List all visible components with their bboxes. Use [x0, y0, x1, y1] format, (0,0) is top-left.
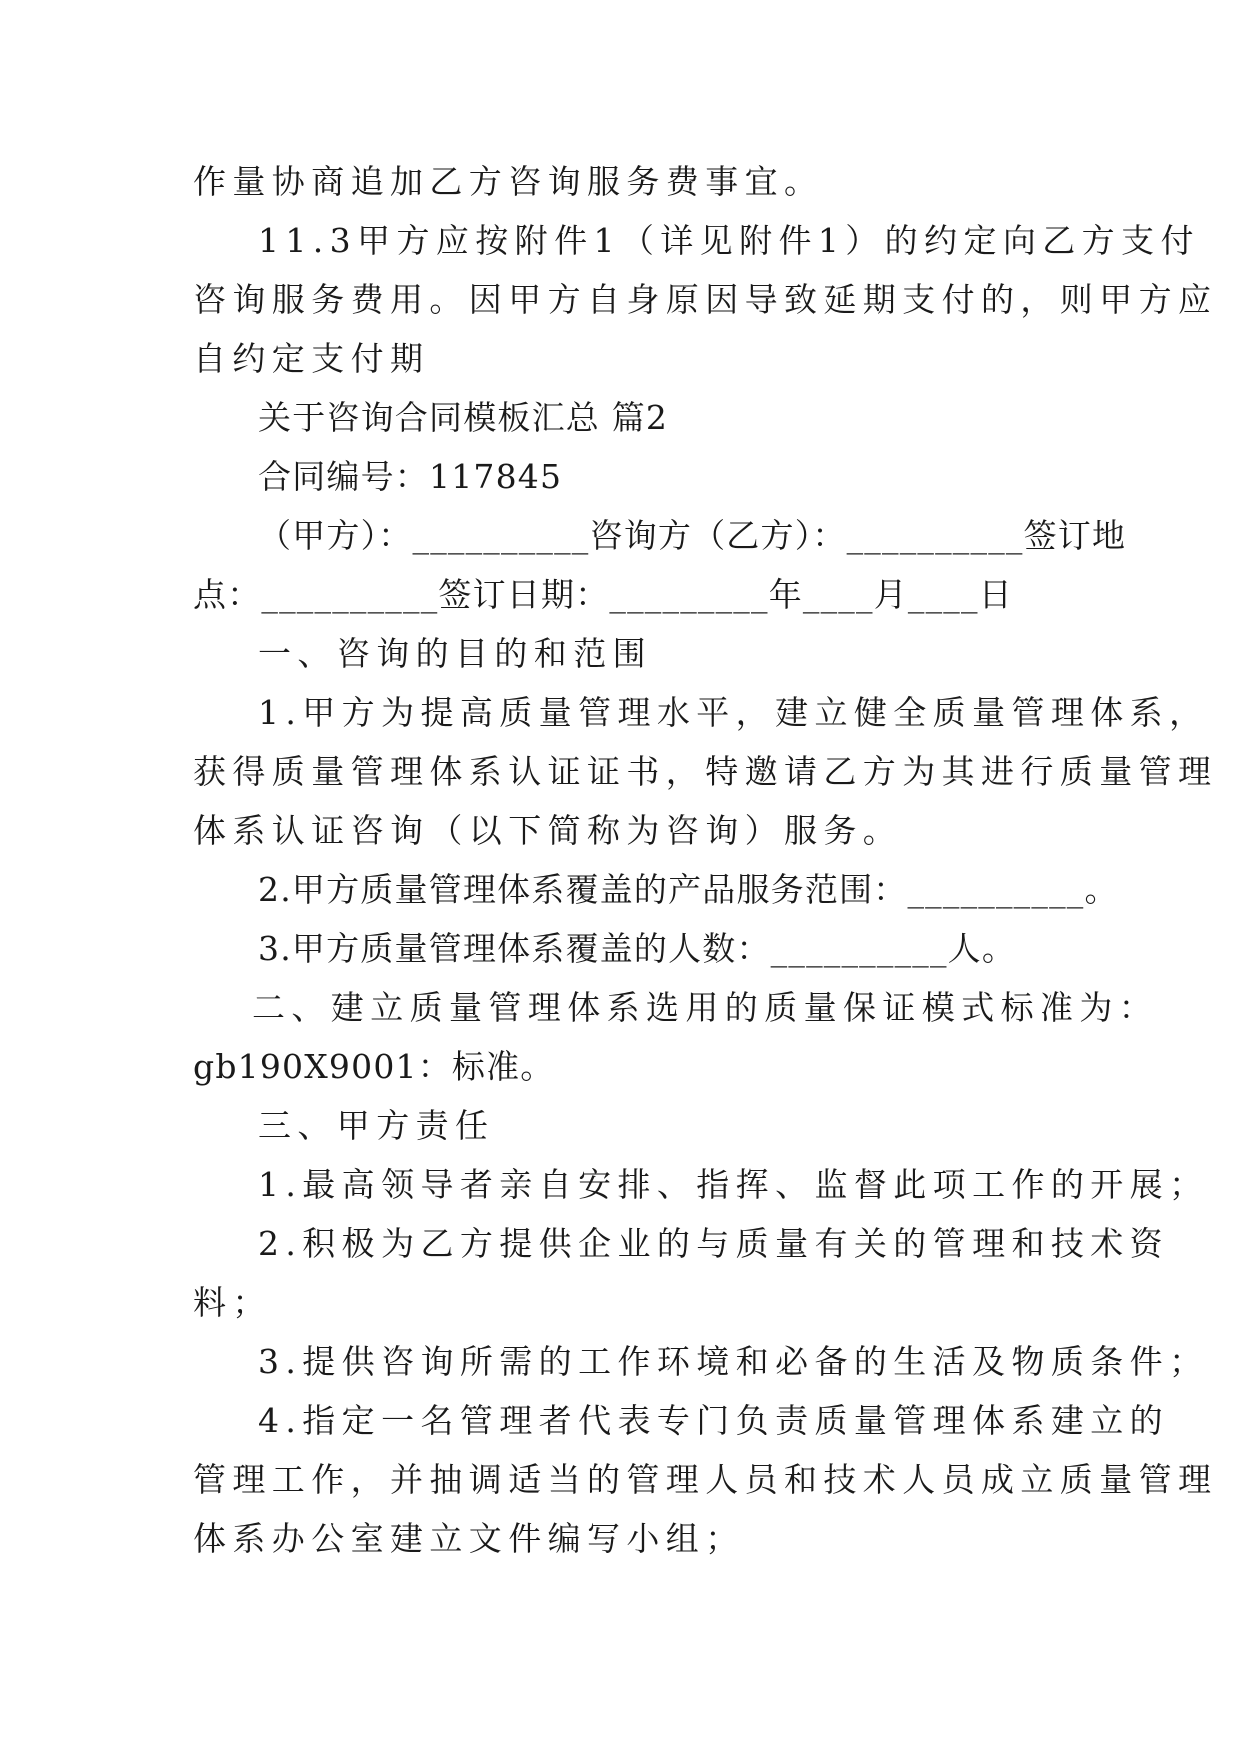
- text-line: 获得质量管理体系认证证书，特邀请乙方为其进行质量管理: [193, 752, 1218, 791]
- text-line: （甲方）：__________咨询方（乙方）：__________签订地: [258, 516, 1127, 555]
- text-line: 管理工作，并抽调适当的管理人员和技术人员成立质量管理: [193, 1460, 1218, 1499]
- text-line: 11.3甲方应按附件1（详见附件1）的约定向乙方支付: [258, 221, 1200, 260]
- section-heading: 三、甲方责任: [258, 1106, 495, 1145]
- text-line: 3.甲方质量管理体系覆盖的人数：__________人。: [258, 929, 1017, 968]
- text-line: 1.甲方为提高质量管理水平，建立健全质量管理体系，: [258, 693, 1209, 732]
- text-line: 自约定支付期: [193, 339, 430, 378]
- text-line: 料；: [193, 1283, 272, 1322]
- text-line: 4.指定一名管理者代表专门负责质量管理体系建立的: [258, 1401, 1170, 1440]
- text-line: 点：__________签订日期：_________年____月____日: [193, 575, 1013, 614]
- text-line: 1.最高领导者亲自安排、指挥、监督此项工作的开展；: [258, 1165, 1209, 1204]
- text-line: 3.提供咨询所需的工作环境和必备的生活及物质条件；: [258, 1342, 1209, 1381]
- section-heading: 关于咨询合同模板汇总 篇2: [258, 398, 669, 437]
- text-line: 作量协商追加乙方咨询服务费事宜。: [193, 162, 824, 201]
- contract-number: 合同编号：117845: [258, 457, 563, 496]
- text-line: 2.甲方质量管理体系覆盖的产品服务范围：__________。: [258, 870, 1119, 909]
- section-heading: 一、咨询的目的和范围: [258, 634, 652, 673]
- text-line: 体系办公室建立文件编写小组；: [193, 1519, 745, 1558]
- text-line: 体系认证咨询（以下简称为咨询）服务。: [193, 811, 903, 850]
- text-line: 咨询服务费用。因甲方自身原因导致延期支付的，则甲方应: [193, 280, 1218, 319]
- text-line: 2.积极为乙方提供企业的与质量有关的管理和技术资: [258, 1224, 1170, 1263]
- text-line: gb190X9001：标准。: [193, 1047, 555, 1086]
- section-heading: 二、建立质量管理体系选用的质量保证模式标准为：: [252, 988, 1159, 1027]
